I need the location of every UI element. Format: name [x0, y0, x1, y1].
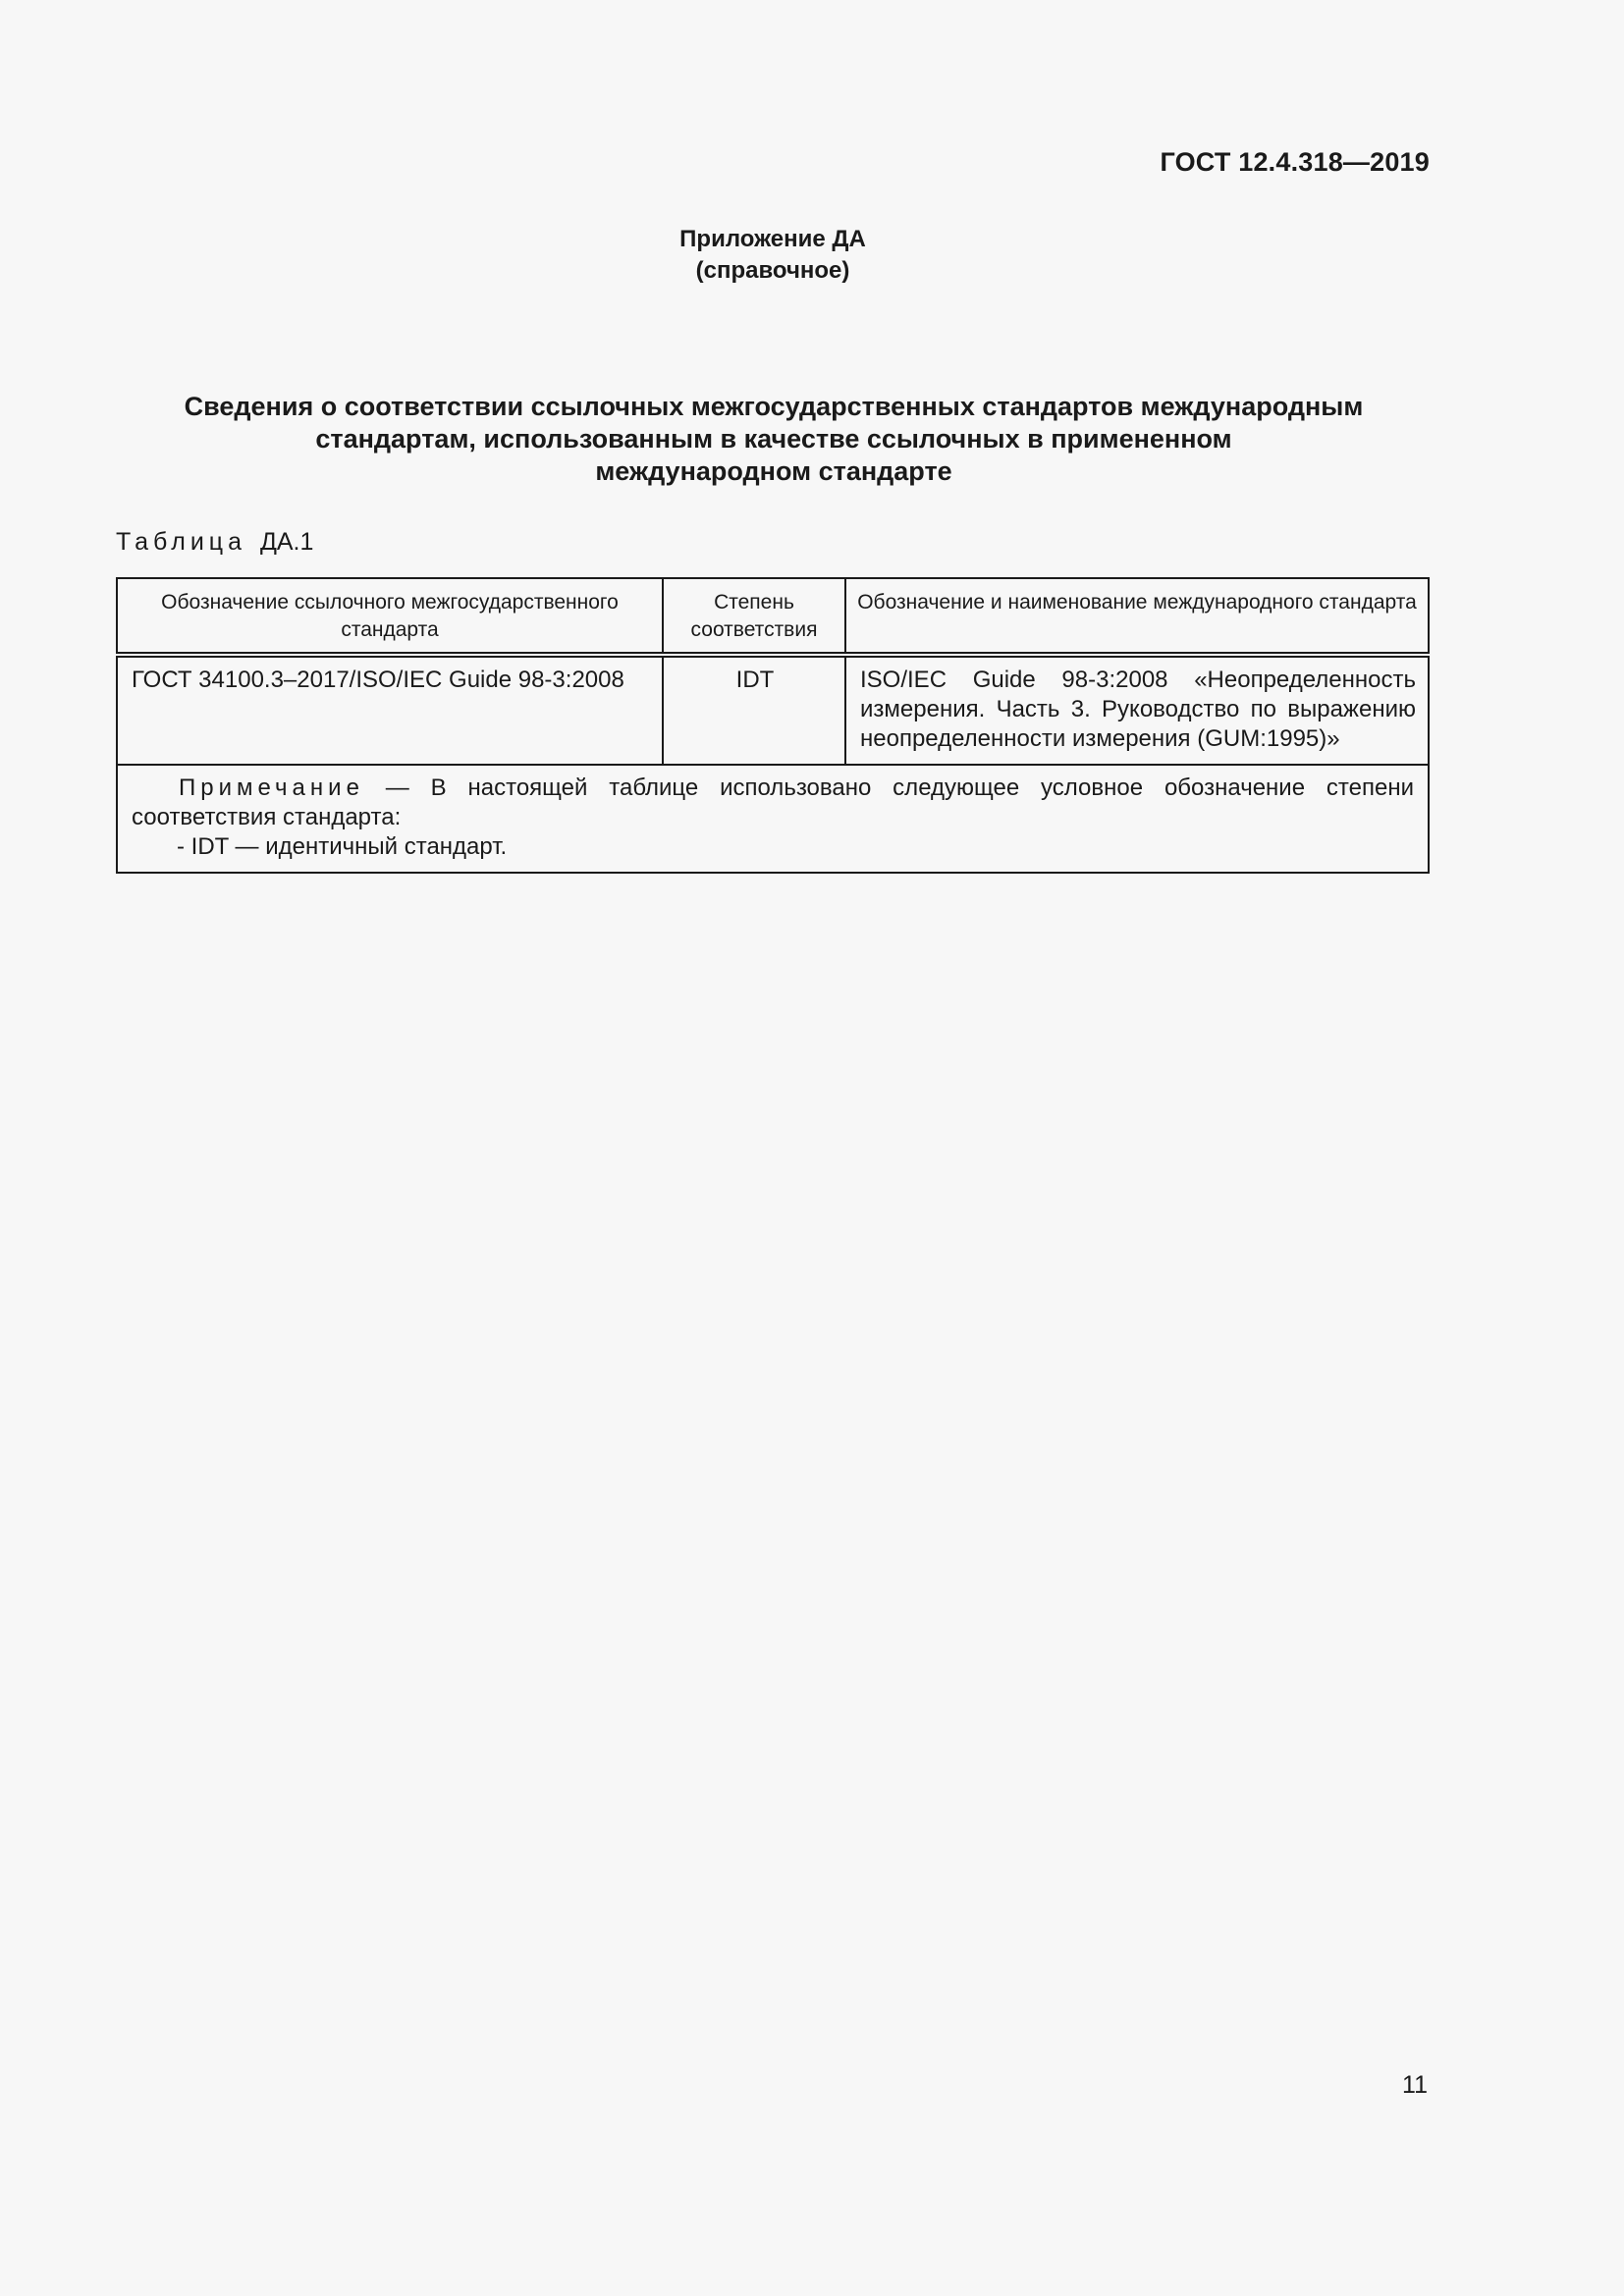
- note-label: Примечание: [179, 774, 364, 801]
- note-paragraph: [132, 774, 1414, 832]
- correspondence-table: [116, 577, 1430, 874]
- table-caption-prefix: Таблица: [116, 528, 247, 556]
- page-number: 11: [1402, 2071, 1428, 2099]
- table-caption-number: ДА.1: [259, 528, 314, 556]
- header-degree: Степень соответствия: [663, 578, 845, 655]
- note-item: - IDT — идентичный стандарт.: [177, 833, 508, 860]
- cell-designation: ГОСТ 34100.3–2017/ISO/IEC Guide 98-3:2008: [117, 655, 663, 765]
- table-caption: [116, 528, 313, 557]
- section-title-line: стандартам, использованным в качестве ссылочных в примененном: [315, 424, 1232, 454]
- table-note: [117, 765, 1429, 873]
- cell-degree: IDT: [663, 655, 845, 765]
- table-header-row: [117, 578, 1429, 655]
- section-title-line: международном стандарте: [595, 456, 952, 486]
- document-code: ГОСТ 12.4.318—2019: [1160, 147, 1430, 177]
- table-note-row: [117, 765, 1429, 873]
- header-designation: Обозначение ссылочного межгосударственного стандарта: [117, 578, 663, 655]
- section-title-line: Сведения о соответствии ссылочных межгосударственных стандартов международным: [184, 392, 1364, 421]
- header-international: Обозначение и наименование международного стандарта: [845, 578, 1429, 655]
- note-text: — В настоящей таблице использовано следующее условное обозначение степени соответствия стандарта:: [132, 774, 1414, 830]
- section-title: [116, 391, 1432, 488]
- appendix-subtitle: (справочное): [695, 257, 850, 284]
- appendix-title: Приложение ДА: [679, 226, 866, 252]
- table-row: [117, 655, 1429, 765]
- cell-international: ISO/IEC Guide 98-3:2008 «Неопределенность измерения. Часть 3. Руководство по выражению неопределенности измерения (GUM:1995)»: [845, 655, 1429, 765]
